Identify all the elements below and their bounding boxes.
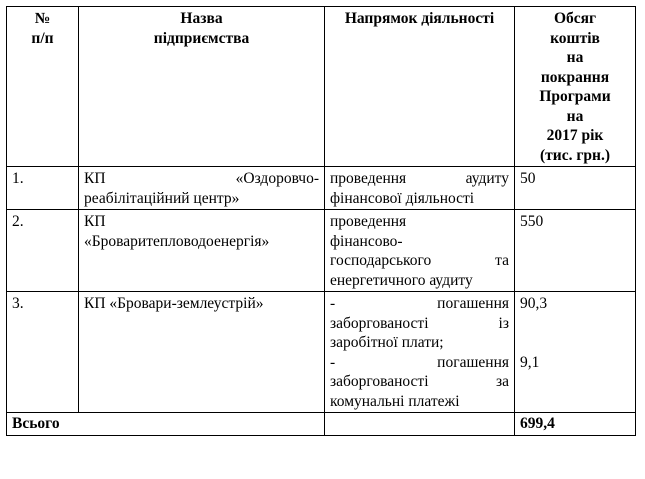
cell-line: КП «Оздоровчо-: [84, 170, 319, 187]
cell-line: фінансово-: [330, 232, 403, 250]
spacer: [520, 314, 630, 334]
row-number: 2.: [7, 210, 79, 292]
cell-line: 550: [520, 213, 544, 230]
cell-line: господарського та: [330, 252, 509, 269]
cell-line: 90,3: [520, 295, 548, 312]
cell-line: КП «Бровари-землеустрій»: [84, 295, 264, 312]
header-text: Програми: [539, 88, 611, 105]
program-funding-table: [6, 6, 636, 436]
header-text: Назва: [180, 10, 223, 27]
activity-direction: [325, 292, 515, 413]
cell-line: 9,1: [520, 353, 540, 371]
header-text: (тис. грн.): [540, 146, 610, 164]
header-text: коштів: [550, 29, 600, 47]
cell-line: реабілітаційний центр»: [84, 189, 240, 207]
funding-amount: [515, 292, 636, 413]
enterprise-name: [79, 167, 325, 210]
table-row: [7, 167, 636, 210]
funding-amount: [515, 167, 636, 210]
cell-line: проведення аудиту: [330, 170, 509, 187]
cell-line: - погашення: [330, 295, 509, 312]
header-text: на: [566, 107, 584, 125]
header-text: підприємства: [153, 29, 250, 47]
cell-line: 50: [520, 170, 536, 187]
spacer: [520, 333, 630, 353]
header-text: 2017 рік: [546, 127, 604, 144]
table-header-row: [7, 7, 636, 167]
activity-direction: [325, 210, 515, 292]
enterprise-name: [79, 292, 325, 413]
document-page: [6, 6, 635, 436]
row-number: 3.: [7, 292, 79, 413]
total-empty-cell: [325, 413, 515, 436]
header-text: на: [566, 49, 584, 66]
header-activity-direction: [325, 7, 515, 167]
header-text: п/п: [31, 29, 54, 47]
cell-line: заборгованості із: [330, 314, 509, 332]
header-text: №: [34, 10, 51, 27]
header-funding-amount: [515, 7, 636, 167]
cell-line: енергетичного аудиту: [330, 271, 473, 289]
cell-line: заробітної плати;: [330, 334, 444, 351]
header-number: [7, 7, 79, 167]
header-text: Напрямок діяльності: [344, 10, 495, 27]
cell-line: проведення: [330, 213, 407, 230]
row-number: 1.: [7, 167, 79, 210]
total-value: 699,4: [515, 413, 636, 436]
cell-line: заборгованості за: [330, 373, 509, 390]
cell-line: фінансової діяльності: [330, 189, 475, 207]
cell-line: комунальні платежі: [330, 392, 460, 410]
enterprise-name: [79, 210, 325, 292]
total-row: [7, 413, 636, 436]
cell-line: КП: [84, 213, 106, 230]
table-row: [7, 210, 636, 292]
cell-line: «Броваритепловодоенергія»: [84, 232, 270, 250]
header-enterprise-name: [79, 7, 325, 167]
activity-direction: [325, 167, 515, 210]
header-text: покрання: [540, 68, 610, 86]
header-text: Обсяг: [553, 10, 597, 27]
funding-amount: [515, 210, 636, 292]
table-row: [7, 292, 636, 413]
total-label: Всього: [7, 413, 325, 436]
cell-line: - погашення: [330, 353, 509, 371]
